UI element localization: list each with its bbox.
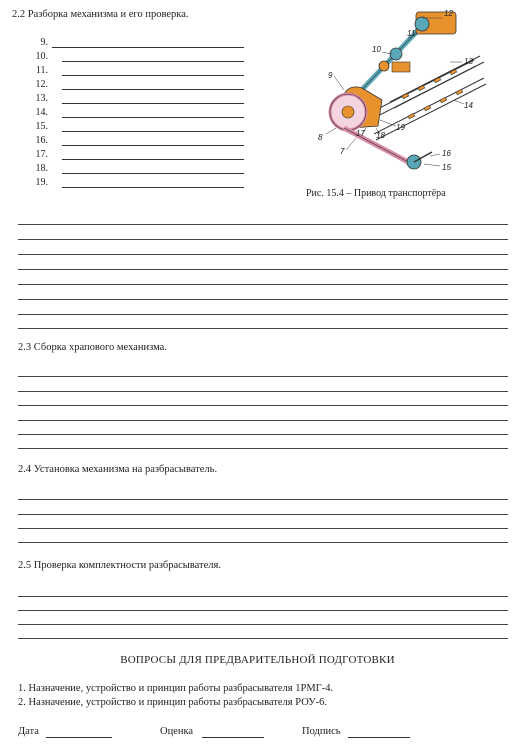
writing-line[interactable] <box>18 434 508 435</box>
list-item-number: 9. <box>40 37 48 48</box>
list-item-number: 19. <box>35 177 48 188</box>
answer-line[interactable] <box>62 61 244 62</box>
answer-line[interactable] <box>62 173 244 174</box>
callout-label: 17 <box>356 129 365 138</box>
conveyor-drive-drawing <box>304 4 490 182</box>
writing-line[interactable] <box>18 448 508 449</box>
list-item-number: 17. <box>35 149 48 160</box>
writing-line[interactable] <box>18 224 508 225</box>
writing-line[interactable] <box>18 328 508 329</box>
callout-label: 11 <box>407 29 416 38</box>
section-2-2-title: 2.2 Разборка механизма и его проверка. <box>12 9 189 20</box>
questions-heading: ВОПРОСЫ ДЛЯ ПРЕДВАРИТЕЛЬНОЙ ПОДГОТОВКИ <box>120 654 395 666</box>
callout-label: 12 <box>444 9 453 18</box>
writing-line[interactable] <box>18 284 508 285</box>
writing-line[interactable] <box>18 528 508 529</box>
callout-label: 8 <box>318 133 323 142</box>
grade-label: Оценка <box>160 726 194 737</box>
writing-line[interactable] <box>18 420 508 421</box>
list-item-number: 12. <box>35 79 48 90</box>
writing-line[interactable] <box>18 254 508 255</box>
writing-line[interactable] <box>18 624 508 625</box>
writing-line[interactable] <box>18 314 508 315</box>
date-field[interactable] <box>46 737 112 738</box>
answer-line[interactable] <box>52 47 244 48</box>
list-item-number: 14. <box>35 107 48 118</box>
writing-line[interactable] <box>18 391 508 392</box>
writing-line[interactable] <box>18 542 508 543</box>
signature-field[interactable] <box>348 737 410 738</box>
callout-label: 14 <box>464 101 473 110</box>
callout-label: 10 <box>372 45 381 54</box>
writing-line[interactable] <box>18 269 508 270</box>
grade-field[interactable] <box>202 737 264 738</box>
callout-label: 7 <box>340 147 345 156</box>
figure-caption: Рис. 15.4 – Привод транспортёра <box>306 188 446 199</box>
list-item-number: 11. <box>35 65 48 76</box>
callout-label: 9 <box>328 71 333 80</box>
section-2-4-title: 2.4 Установка механизма на разбрасыватель. <box>18 464 218 475</box>
answer-line[interactable] <box>62 103 244 104</box>
writing-line[interactable] <box>18 405 508 406</box>
question-item: 1. Назначение, устройство и принцип работы разбрасывателя 1РМГ-4. <box>18 683 334 694</box>
answer-line[interactable] <box>62 117 244 118</box>
callout-label: 15 <box>442 163 451 172</box>
list-item-number: 13. <box>35 93 48 104</box>
callout-label: 16 <box>442 149 451 158</box>
section-2-5-title: 2.5 Проверка комплектности разбрасывателя. <box>18 560 222 571</box>
list-item-number: 15. <box>35 121 48 132</box>
list-item-number: 10. <box>35 51 48 62</box>
callout-label: 19 <box>396 123 405 132</box>
section-2-3-title: 2.3 Сборка храпового механизма. <box>18 342 167 353</box>
writing-line[interactable] <box>18 499 508 500</box>
answer-line[interactable] <box>62 131 244 132</box>
callout-label: 13 <box>464 57 473 66</box>
writing-line[interactable] <box>18 514 508 515</box>
writing-line[interactable] <box>18 299 508 300</box>
answer-line[interactable] <box>62 187 244 188</box>
writing-line[interactable] <box>18 610 508 611</box>
writing-line[interactable] <box>18 376 508 377</box>
date-label: Дата <box>18 726 39 737</box>
callout-label: 18 <box>376 131 385 140</box>
question-item: 2. Назначение, устройство и принцип работы разбрасывателя РОУ-6. <box>18 697 328 708</box>
writing-line[interactable] <box>18 239 508 240</box>
answer-line[interactable] <box>62 89 244 90</box>
answer-line[interactable] <box>62 145 244 146</box>
writing-line[interactable] <box>18 638 508 639</box>
signature-label: Подпись <box>302 726 341 737</box>
conveyor-drive-illustration <box>304 4 490 182</box>
list-item-number: 18. <box>35 163 48 174</box>
list-item-number: 16. <box>35 135 48 146</box>
answer-line[interactable] <box>62 75 244 76</box>
answer-line[interactable] <box>62 159 244 160</box>
writing-line[interactable] <box>18 596 508 597</box>
